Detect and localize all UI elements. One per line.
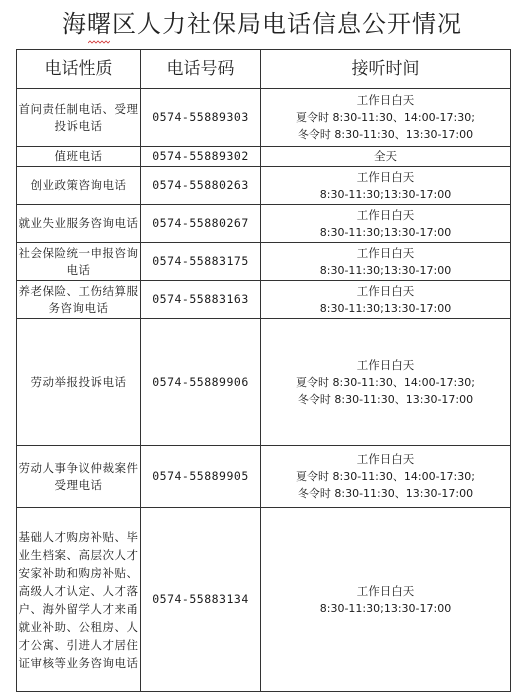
phone-type-cell: 首问责任制电话、受理投诉电话: [17, 89, 141, 147]
phone-number-cell: 0574-55889905: [141, 446, 261, 508]
hours-line: 夏令时 8:30-11:30、14:00-17:30;: [296, 375, 475, 389]
hours-line: 冬令时 8:30-11:30、13:30-17:00: [297, 392, 474, 406]
table-row: [17, 205, 511, 243]
phone-number-cell: 0574-55883175: [141, 243, 261, 281]
answer-hours-cell: [261, 281, 511, 319]
table-row: [17, 243, 511, 281]
table-row: [17, 167, 511, 205]
hours-line: 8:30-11:30;13:30-17:00: [319, 263, 452, 277]
hours-line: 工作日白天: [356, 93, 415, 107]
page-title: 海曙区人力社保局电话信息公开情况: [62, 10, 462, 38]
table-row: [17, 89, 511, 147]
answer-hours-cell: [261, 508, 511, 692]
phone-type-cell: 值班电话: [17, 147, 141, 167]
table-row: [17, 281, 511, 319]
spellcheck-underline: [88, 40, 110, 44]
hours-line: 工作日白天: [356, 357, 415, 372]
hours-line: 工作日白天: [356, 452, 415, 466]
answer-hours-cell: [261, 319, 511, 446]
hours-line: 工作日白天: [356, 207, 415, 222]
answer-hours-cell: [261, 147, 511, 167]
answer-hours-cell: [261, 167, 511, 205]
answer-hours-cell: [261, 446, 511, 508]
answer-hours-cell: [261, 205, 511, 243]
header-phone-type: 电话性质: [17, 50, 141, 89]
phone-number-cell: 0574-55889303: [141, 89, 261, 147]
table-row: [17, 147, 511, 167]
phone-info-table: [16, 49, 511, 692]
hours-line: 夏令时 8:30-11:30、14:00-17:30;: [296, 111, 475, 124]
hours-line: 冬令时 8:30-11:30、13:30-17:00: [297, 128, 474, 141]
hours-line: 工作日白天: [356, 283, 415, 298]
header-answer-hours: 接听时间: [261, 50, 511, 89]
answer-hours-cell: [261, 243, 511, 281]
phone-type-cell: 基础人才购房补贴、毕业生档案、高层次人才安家补助和购房补贴、高级人才认定、人才落户、海外留学人才来甬就业补助、公租房、人才公寓、引进人才居住证审核等业务咨询电话: [17, 508, 141, 692]
phone-type-cell: 就业失业服务咨询电话: [17, 205, 141, 243]
hours-line: 夏令时 8:30-11:30、14:00-17:30;: [296, 470, 475, 483]
header-phone-number: 电话号码: [141, 50, 261, 89]
phone-number-cell: 0574-55889906: [141, 319, 261, 446]
answer-hours-cell: [261, 89, 511, 147]
hours-line: 工作日白天: [356, 245, 415, 260]
hours-line: 8:30-11:30;13:30-17:00: [319, 601, 452, 615]
phone-type-cell: 劳动举报投诉电话: [17, 319, 141, 446]
hours-line: 工作日白天: [356, 169, 415, 184]
table-header-row: [17, 50, 511, 89]
phone-number-cell: 0574-55889302: [141, 147, 261, 167]
hours-line: 工作日白天: [356, 583, 415, 598]
phone-number-cell: 0574-55880267: [141, 205, 261, 243]
table-row: [17, 508, 511, 692]
phone-type-cell: 劳动人事争议仲裁案件受理电话: [17, 446, 141, 508]
phone-number-cell: 0574-55883134: [141, 508, 261, 692]
phone-number-cell: 0574-55883163: [141, 281, 261, 319]
table-row: [17, 319, 511, 446]
table-row: [17, 446, 511, 508]
phone-type-cell: 养老保险、工伤结算服务咨询电话: [17, 281, 141, 319]
hours-line: 8:30-11:30;13:30-17:00: [319, 187, 452, 201]
hours-line: 8:30-11:30;13:30-17:00: [319, 225, 452, 239]
phone-number-cell: 0574-55880263: [141, 167, 261, 205]
hours-line: 8:30-11:30;13:30-17:00: [319, 301, 452, 315]
hours-line: 冬令时 8:30-11:30、13:30-17:00: [297, 487, 474, 500]
phone-type-cell: 社会保险统一申报咨询电话: [17, 243, 141, 281]
hours-line: 全天: [374, 149, 397, 163]
phone-type-cell: 创业政策咨询电话: [17, 167, 141, 205]
